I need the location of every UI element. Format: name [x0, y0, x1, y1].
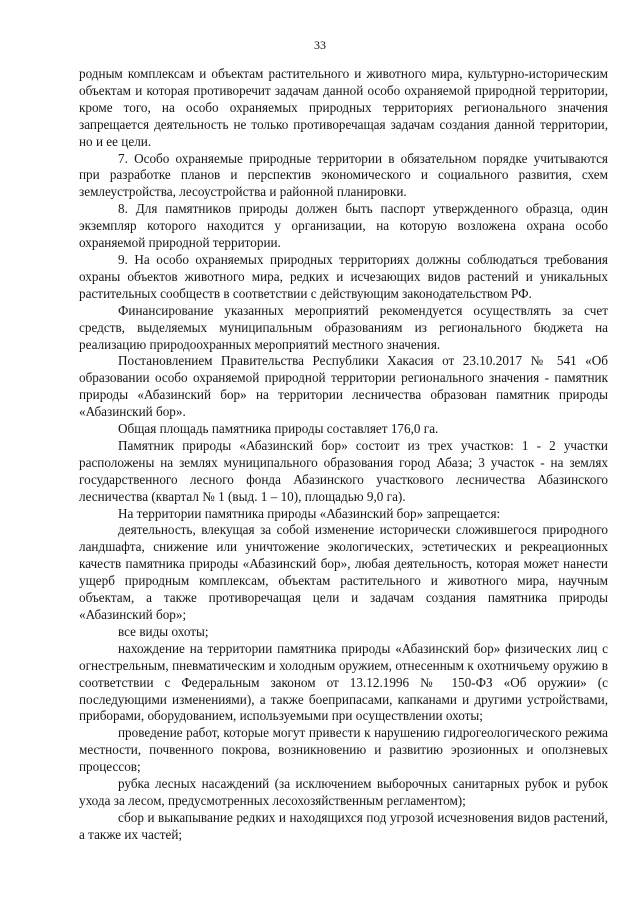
paragraph-item-9: 9. На особо охраняемых природных территориях должны соблюдаться требования охраны объектов животного мира, редких и исчезающих видов растений и уникальных растительных сообществ в соответствии с действующим законодательством РФ. [79, 251, 608, 301]
prohibition-item: все виды охоты; [118, 623, 209, 639]
prohibition-item: проведение работ, которые могут привести к нарушению гидрогеологического режима местности, почвенного покрова, возникновению и развитию эрозионных и оползневых процессов; [79, 725, 608, 775]
page-body [79, 66, 608, 844]
paragraph-item-7: 7. Особо охраняемые природные территории в обязательном порядке учитываются при разработке планов и перспектив экономического и социального развития, схем землеустройства, лесоустройства и районной планировки. [79, 150, 608, 200]
prohibition-item: деятельность, влекущая за собой изменение исторически сложившегося природного ландшафта, снижение или уничтожение экологических, эстетических и рекреационных качеств памятника природы «Абазинский бор», любая деятельность, которая может нанести ущерб природным комплексам, объектам растительного и животного мира, научным объектам, а также противоречащая цели и задачам создания памятника природы «Абазинский бор»; [79, 522, 608, 622]
page-number: 33 [314, 38, 326, 52]
paragraph-financing: Финансирование указанных мероприятий рекомендуется осуществлять за счет средств, выделяемых муниципальным образованиям из регионального бюджета на реализацию природоохранных мероприятий местного значения. [79, 302, 608, 352]
paragraph-sites: Памятник природы «Абазинский бор» состоит из трех участков: 1 - 2 участки расположены на землях муниципального образования город Абаза; 3 участок - на землях государственного лесного фонда Абазинского участкового лесничества Абазинского лесничества (квартал № 1 (выд. 1 – 10), площадью 9,0 га). [79, 437, 608, 504]
paragraph-resolution: Постановлением Правительства Республики Хакасия от 23.10.2017 № 541 «Об образовании особо охраняемой природной территории регионального значения - памятник природы «Абазинский бор» на территории лесничества образован памятник природы «Абазинский бор». [79, 353, 608, 420]
paragraph-prohibitions-heading: На территории памятника природы «Абазинский бор» запрещается: [118, 505, 501, 521]
paragraph-item-8: 8. Для памятников природы должен быть паспорт утвержденного образца, один экземпляр которого находится у организации, на которую возложена охрана особо охраняемой природной территории. [79, 201, 608, 251]
prohibition-item: сбор и выкапывание редких и находящихся под угрозой исчезновения видов растений, а также их частей; [79, 809, 608, 842]
prohibition-item: нахождение на территории памятника природы «Абазинский бор» физических лиц с огнестрельным, пневматическим и холодным оружием, отнесенным к охотничьему оружию в соответствии с Федеральным законом от 13.12.1996 № 150-ФЗ «Об оружии» (с последующими изменениями), а также боеприпасами, капканами и другими устройствами, приборами, оборудованием, используемыми при осуществлении охоты; [79, 640, 608, 724]
prohibition-item: рубка лесных насаждений (за исключением выборочных санитарных рубок и рубок ухода за лесом, предусмотренных лесохозяйственным регламентом); [79, 776, 608, 808]
paragraph-continuation: родным комплексам и объектам растительного и животного мира, культурно-историческим объектам и которая противоречит задачам данной особо охраняемой природной территории, кроме того, на особо охраняемых природных территориях регионального значения запрещается деятельность не только противоречащая задачам создания данной территории, но и ее цели. [79, 66, 608, 149]
paragraph-total-area: Общая площадь памятника природы составляет 176,0 га. [118, 421, 439, 437]
